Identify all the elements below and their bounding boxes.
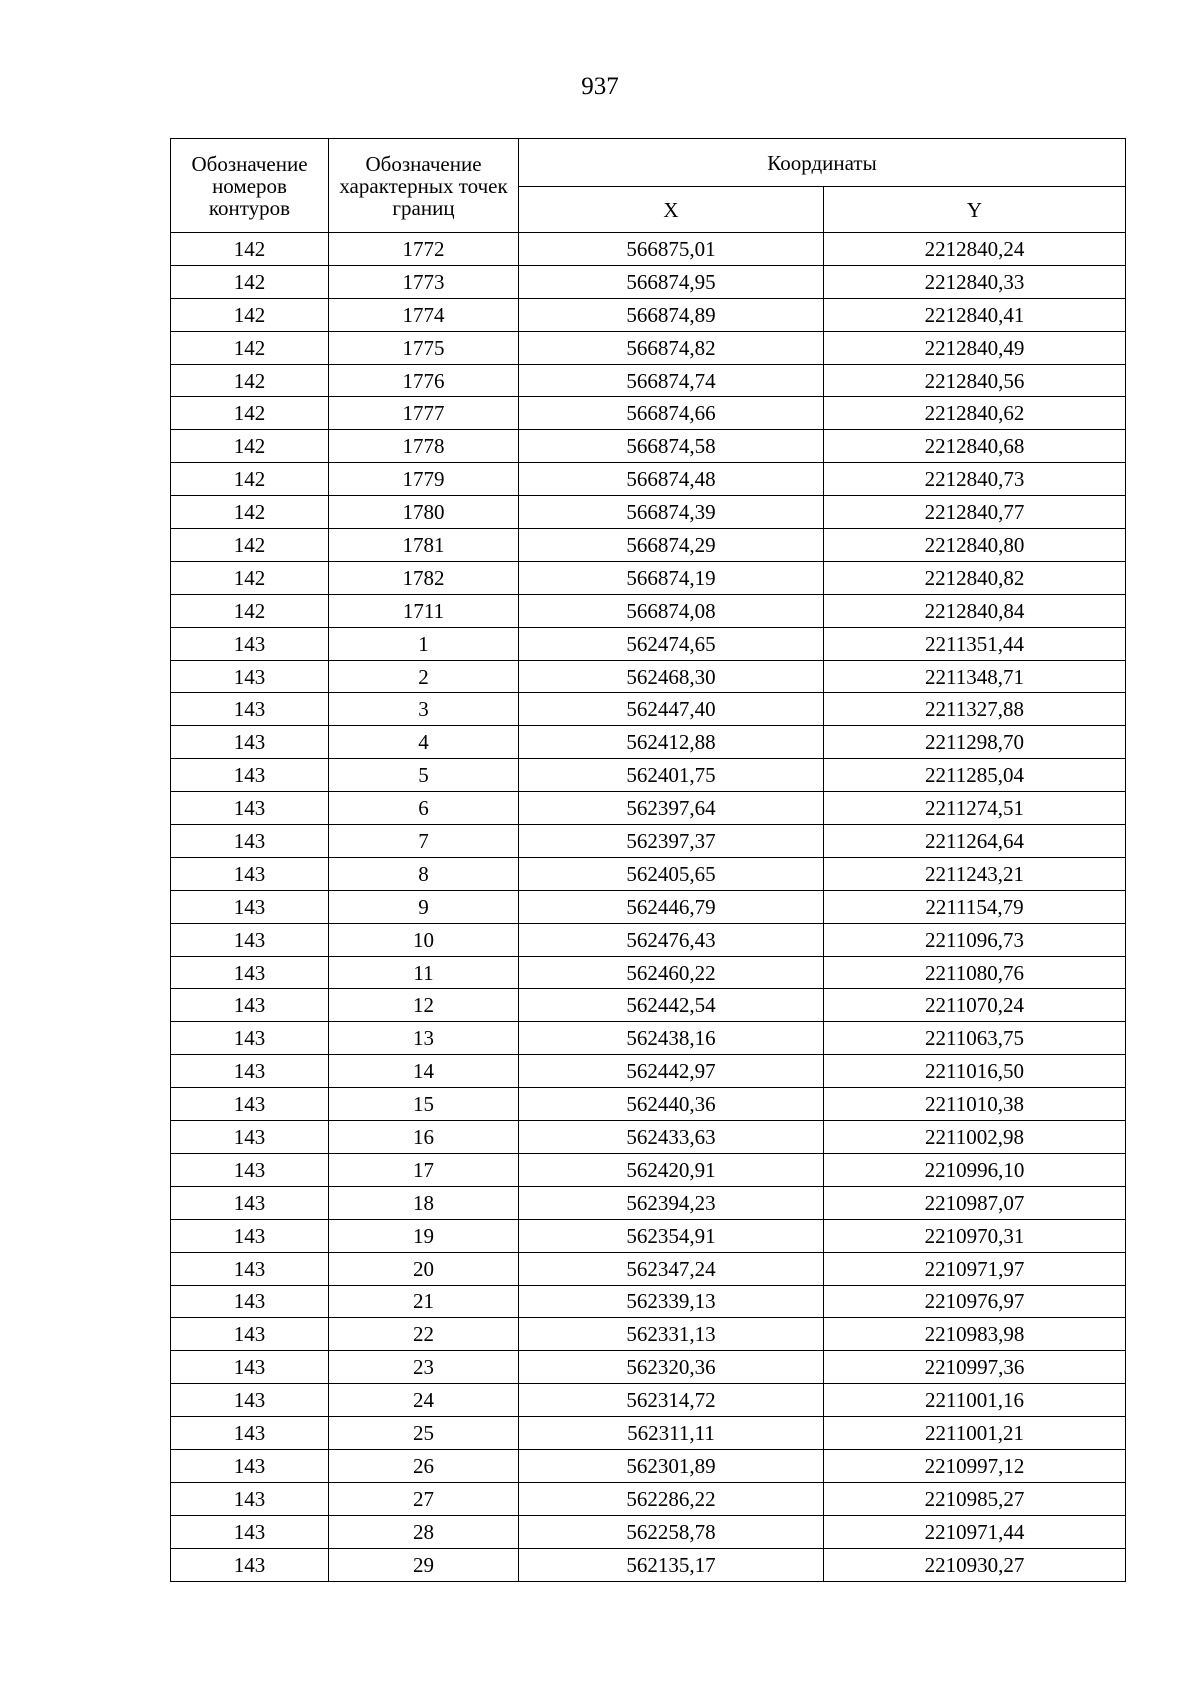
cell-y: 2211298,70 <box>824 726 1126 759</box>
cell-x: 562474,65 <box>519 627 824 660</box>
cell-contour: 143 <box>171 660 329 693</box>
cell-x: 562354,91 <box>519 1219 824 1252</box>
cell-contour: 143 <box>171 1449 329 1482</box>
cell-contour: 143 <box>171 1088 329 1121</box>
page-number: 937 <box>581 73 619 100</box>
cell-point: 12 <box>329 989 519 1022</box>
table-row <box>171 298 1126 331</box>
cell-y: 2210976,97 <box>824 1285 1126 1318</box>
cell-y: 2211351,44 <box>824 627 1126 660</box>
cell-point: 23 <box>329 1351 519 1384</box>
cell-point: 15 <box>329 1088 519 1121</box>
cell-point: 26 <box>329 1449 519 1482</box>
cell-y: 2210971,44 <box>824 1515 1126 1548</box>
table-row <box>171 364 1126 397</box>
cell-x: 562438,16 <box>519 1022 824 1055</box>
cell-x: 562468,30 <box>519 660 824 693</box>
table-row <box>171 1351 1126 1384</box>
table-row <box>171 1088 1126 1121</box>
cell-y: 2211264,64 <box>824 825 1126 858</box>
table-row <box>171 561 1126 594</box>
table-row <box>171 1121 1126 1154</box>
cell-y: 2211274,51 <box>824 792 1126 825</box>
cell-y: 2211243,21 <box>824 857 1126 890</box>
cell-contour: 143 <box>171 1252 329 1285</box>
cell-point: 2 <box>329 660 519 693</box>
cell-x: 562447,40 <box>519 693 824 726</box>
cell-x: 562258,78 <box>519 1515 824 1548</box>
cell-x: 562397,37 <box>519 825 824 858</box>
cell-point: 1773 <box>329 265 519 298</box>
cell-y: 2211016,50 <box>824 1055 1126 1088</box>
cell-point: 13 <box>329 1022 519 1055</box>
cell-x: 566874,95 <box>519 265 824 298</box>
cell-point: 7 <box>329 825 519 858</box>
cell-y: 2210983,98 <box>824 1318 1126 1351</box>
cell-x: 566875,01 <box>519 233 824 266</box>
cell-y: 2210996,10 <box>824 1153 1126 1186</box>
cell-x: 562135,17 <box>519 1548 824 1581</box>
cell-x: 562311,11 <box>519 1417 824 1450</box>
cell-y: 2210971,97 <box>824 1252 1126 1285</box>
cell-contour: 143 <box>171 1285 329 1318</box>
cell-x: 562301,89 <box>519 1449 824 1482</box>
cell-contour: 143 <box>171 956 329 989</box>
table-row <box>171 693 1126 726</box>
cell-x: 566874,48 <box>519 463 824 496</box>
cell-y: 2211001,16 <box>824 1384 1126 1417</box>
cell-contour: 143 <box>171 1022 329 1055</box>
cell-contour: 143 <box>171 1121 329 1154</box>
cell-y: 2212840,82 <box>824 561 1126 594</box>
cell-contour: 143 <box>171 1351 329 1384</box>
cell-point: 29 <box>329 1548 519 1581</box>
cell-contour: 143 <box>171 1417 329 1450</box>
cell-point: 22 <box>329 1318 519 1351</box>
cell-y: 2212840,73 <box>824 463 1126 496</box>
cell-y: 2211080,76 <box>824 956 1126 989</box>
table-row <box>171 989 1126 1022</box>
header-coordinates: Координаты <box>519 139 1126 187</box>
cell-contour: 143 <box>171 1318 329 1351</box>
cell-point: 1782 <box>329 561 519 594</box>
cell-contour: 142 <box>171 561 329 594</box>
cell-x: 562339,13 <box>519 1285 824 1318</box>
cell-contour: 142 <box>171 397 329 430</box>
cell-x: 562442,54 <box>519 989 824 1022</box>
cell-contour: 142 <box>171 364 329 397</box>
cell-point: 11 <box>329 956 519 989</box>
cell-x: 566874,29 <box>519 529 824 562</box>
cell-contour: 143 <box>171 1515 329 1548</box>
cell-point: 27 <box>329 1482 519 1515</box>
cell-x: 562314,72 <box>519 1384 824 1417</box>
cell-contour: 142 <box>171 430 329 463</box>
coordinates-table <box>170 138 1126 1582</box>
table-row <box>171 956 1126 989</box>
cell-x: 562286,22 <box>519 1482 824 1515</box>
table-row <box>171 1318 1126 1351</box>
cell-contour: 143 <box>171 693 329 726</box>
cell-contour: 143 <box>171 627 329 660</box>
table-row <box>171 594 1126 627</box>
cell-y: 2212840,68 <box>824 430 1126 463</box>
table-row <box>171 1252 1126 1285</box>
cell-contour: 142 <box>171 594 329 627</box>
cell-x: 562420,91 <box>519 1153 824 1186</box>
cell-x: 566874,39 <box>519 496 824 529</box>
cell-y: 2212840,77 <box>824 496 1126 529</box>
cell-x: 566874,19 <box>519 561 824 594</box>
cell-contour: 142 <box>171 265 329 298</box>
cell-y: 2210930,27 <box>824 1548 1126 1581</box>
table-row <box>171 1482 1126 1515</box>
cell-y: 2210997,36 <box>824 1351 1126 1384</box>
cell-contour: 143 <box>171 1384 329 1417</box>
table-row <box>171 1384 1126 1417</box>
cell-contour: 143 <box>171 857 329 890</box>
cell-contour: 143 <box>171 1482 329 1515</box>
cell-x: 562397,64 <box>519 792 824 825</box>
cell-y: 2210987,07 <box>824 1186 1126 1219</box>
header-y: Y <box>824 187 1126 233</box>
table-row <box>171 825 1126 858</box>
table-row <box>171 1417 1126 1450</box>
cell-contour: 143 <box>171 1186 329 1219</box>
cell-x: 562394,23 <box>519 1186 824 1219</box>
table-body <box>171 233 1126 1582</box>
table-row <box>171 1515 1126 1548</box>
cell-x: 562442,97 <box>519 1055 824 1088</box>
header-contour-number: Обозначение номеров контуров <box>171 139 329 233</box>
table-row <box>171 233 1126 266</box>
cell-point: 1781 <box>329 529 519 562</box>
cell-x: 566874,82 <box>519 331 824 364</box>
cell-y: 2211070,24 <box>824 989 1126 1022</box>
cell-y: 2211327,88 <box>824 693 1126 726</box>
table-row <box>171 331 1126 364</box>
cell-point: 20 <box>329 1252 519 1285</box>
cell-x: 566874,58 <box>519 430 824 463</box>
cell-contour: 143 <box>171 890 329 923</box>
cell-x: 562440,36 <box>519 1088 824 1121</box>
cell-point: 1711 <box>329 594 519 627</box>
cell-point: 1775 <box>329 331 519 364</box>
cell-point: 28 <box>329 1515 519 1548</box>
cell-contour: 143 <box>171 1153 329 1186</box>
cell-y: 2211154,79 <box>824 890 1126 923</box>
cell-y: 2211002,98 <box>824 1121 1126 1154</box>
cell-y: 2211285,04 <box>824 759 1126 792</box>
cell-point: 1777 <box>329 397 519 430</box>
cell-point: 21 <box>329 1285 519 1318</box>
cell-x: 566874,74 <box>519 364 824 397</box>
table-row <box>171 759 1126 792</box>
cell-y: 2212840,24 <box>824 233 1126 266</box>
cell-point: 1772 <box>329 233 519 266</box>
cell-point: 3 <box>329 693 519 726</box>
cell-contour: 143 <box>171 759 329 792</box>
cell-x: 562412,88 <box>519 726 824 759</box>
cell-point: 1779 <box>329 463 519 496</box>
cell-contour: 143 <box>171 792 329 825</box>
cell-x: 566874,08 <box>519 594 824 627</box>
cell-y: 2212840,62 <box>824 397 1126 430</box>
cell-y: 2211010,38 <box>824 1088 1126 1121</box>
table-row <box>171 1153 1126 1186</box>
cell-point: 1776 <box>329 364 519 397</box>
cell-x: 562460,22 <box>519 956 824 989</box>
cell-y: 2211063,75 <box>824 1022 1126 1055</box>
cell-y: 2212840,80 <box>824 529 1126 562</box>
cell-y: 2211001,21 <box>824 1417 1126 1450</box>
cell-point: 24 <box>329 1384 519 1417</box>
cell-y: 2211096,73 <box>824 923 1126 956</box>
cell-contour: 142 <box>171 463 329 496</box>
cell-y: 2211348,71 <box>824 660 1126 693</box>
cell-point: 9 <box>329 890 519 923</box>
table-row <box>171 857 1126 890</box>
cell-point: 4 <box>329 726 519 759</box>
cell-point: 1778 <box>329 430 519 463</box>
cell-x: 566874,66 <box>519 397 824 430</box>
cell-point: 25 <box>329 1417 519 1450</box>
cell-contour: 143 <box>171 1055 329 1088</box>
cell-contour: 142 <box>171 496 329 529</box>
cell-point: 5 <box>329 759 519 792</box>
cell-y: 2212840,33 <box>824 265 1126 298</box>
table-row <box>171 660 1126 693</box>
cell-y: 2212840,49 <box>824 331 1126 364</box>
table-row <box>171 1219 1126 1252</box>
table-row <box>171 792 1126 825</box>
cell-point: 18 <box>329 1186 519 1219</box>
cell-x: 562401,75 <box>519 759 824 792</box>
cell-y: 2212840,41 <box>824 298 1126 331</box>
table-row <box>171 397 1126 430</box>
table-row <box>171 265 1126 298</box>
cell-contour: 142 <box>171 233 329 266</box>
cell-contour: 143 <box>171 1548 329 1581</box>
cell-point: 8 <box>329 857 519 890</box>
table-row <box>171 496 1126 529</box>
cell-point: 16 <box>329 1121 519 1154</box>
cell-contour: 143 <box>171 726 329 759</box>
cell-point: 10 <box>329 923 519 956</box>
header-boundary-point: Обозначение характерных точек границ <box>329 139 519 233</box>
cell-point: 6 <box>329 792 519 825</box>
cell-x: 562331,13 <box>519 1318 824 1351</box>
cell-y: 2212840,84 <box>824 594 1126 627</box>
cell-point: 17 <box>329 1153 519 1186</box>
table-row <box>171 1022 1126 1055</box>
cell-point: 1780 <box>329 496 519 529</box>
cell-x: 562476,43 <box>519 923 824 956</box>
table-row <box>171 627 1126 660</box>
cell-x: 566874,89 <box>519 298 824 331</box>
cell-contour: 143 <box>171 1219 329 1252</box>
cell-point: 19 <box>329 1219 519 1252</box>
cell-contour: 143 <box>171 989 329 1022</box>
table-row <box>171 1186 1126 1219</box>
header-x: X <box>519 187 824 233</box>
cell-contour: 143 <box>171 923 329 956</box>
table-header <box>171 139 1126 233</box>
cell-y: 2212840,56 <box>824 364 1126 397</box>
cell-x: 562405,65 <box>519 857 824 890</box>
table-row <box>171 1449 1126 1482</box>
cell-x: 562433,63 <box>519 1121 824 1154</box>
table-row <box>171 923 1126 956</box>
cell-point: 14 <box>329 1055 519 1088</box>
cell-x: 562446,79 <box>519 890 824 923</box>
cell-x: 562320,36 <box>519 1351 824 1384</box>
table-row <box>171 430 1126 463</box>
table-row <box>171 726 1126 759</box>
cell-y: 2210985,27 <box>824 1482 1126 1515</box>
cell-contour: 142 <box>171 529 329 562</box>
cell-contour: 143 <box>171 825 329 858</box>
cell-contour: 142 <box>171 298 329 331</box>
table-row <box>171 463 1126 496</box>
cell-point: 1774 <box>329 298 519 331</box>
cell-y: 2210970,31 <box>824 1219 1126 1252</box>
table-row <box>171 1548 1126 1581</box>
cell-contour: 142 <box>171 331 329 364</box>
cell-x: 562347,24 <box>519 1252 824 1285</box>
cell-y: 2210997,12 <box>824 1449 1126 1482</box>
table-row <box>171 1055 1126 1088</box>
table-row <box>171 1285 1126 1318</box>
table-row <box>171 529 1126 562</box>
cell-point: 1 <box>329 627 519 660</box>
table-row <box>171 890 1126 923</box>
